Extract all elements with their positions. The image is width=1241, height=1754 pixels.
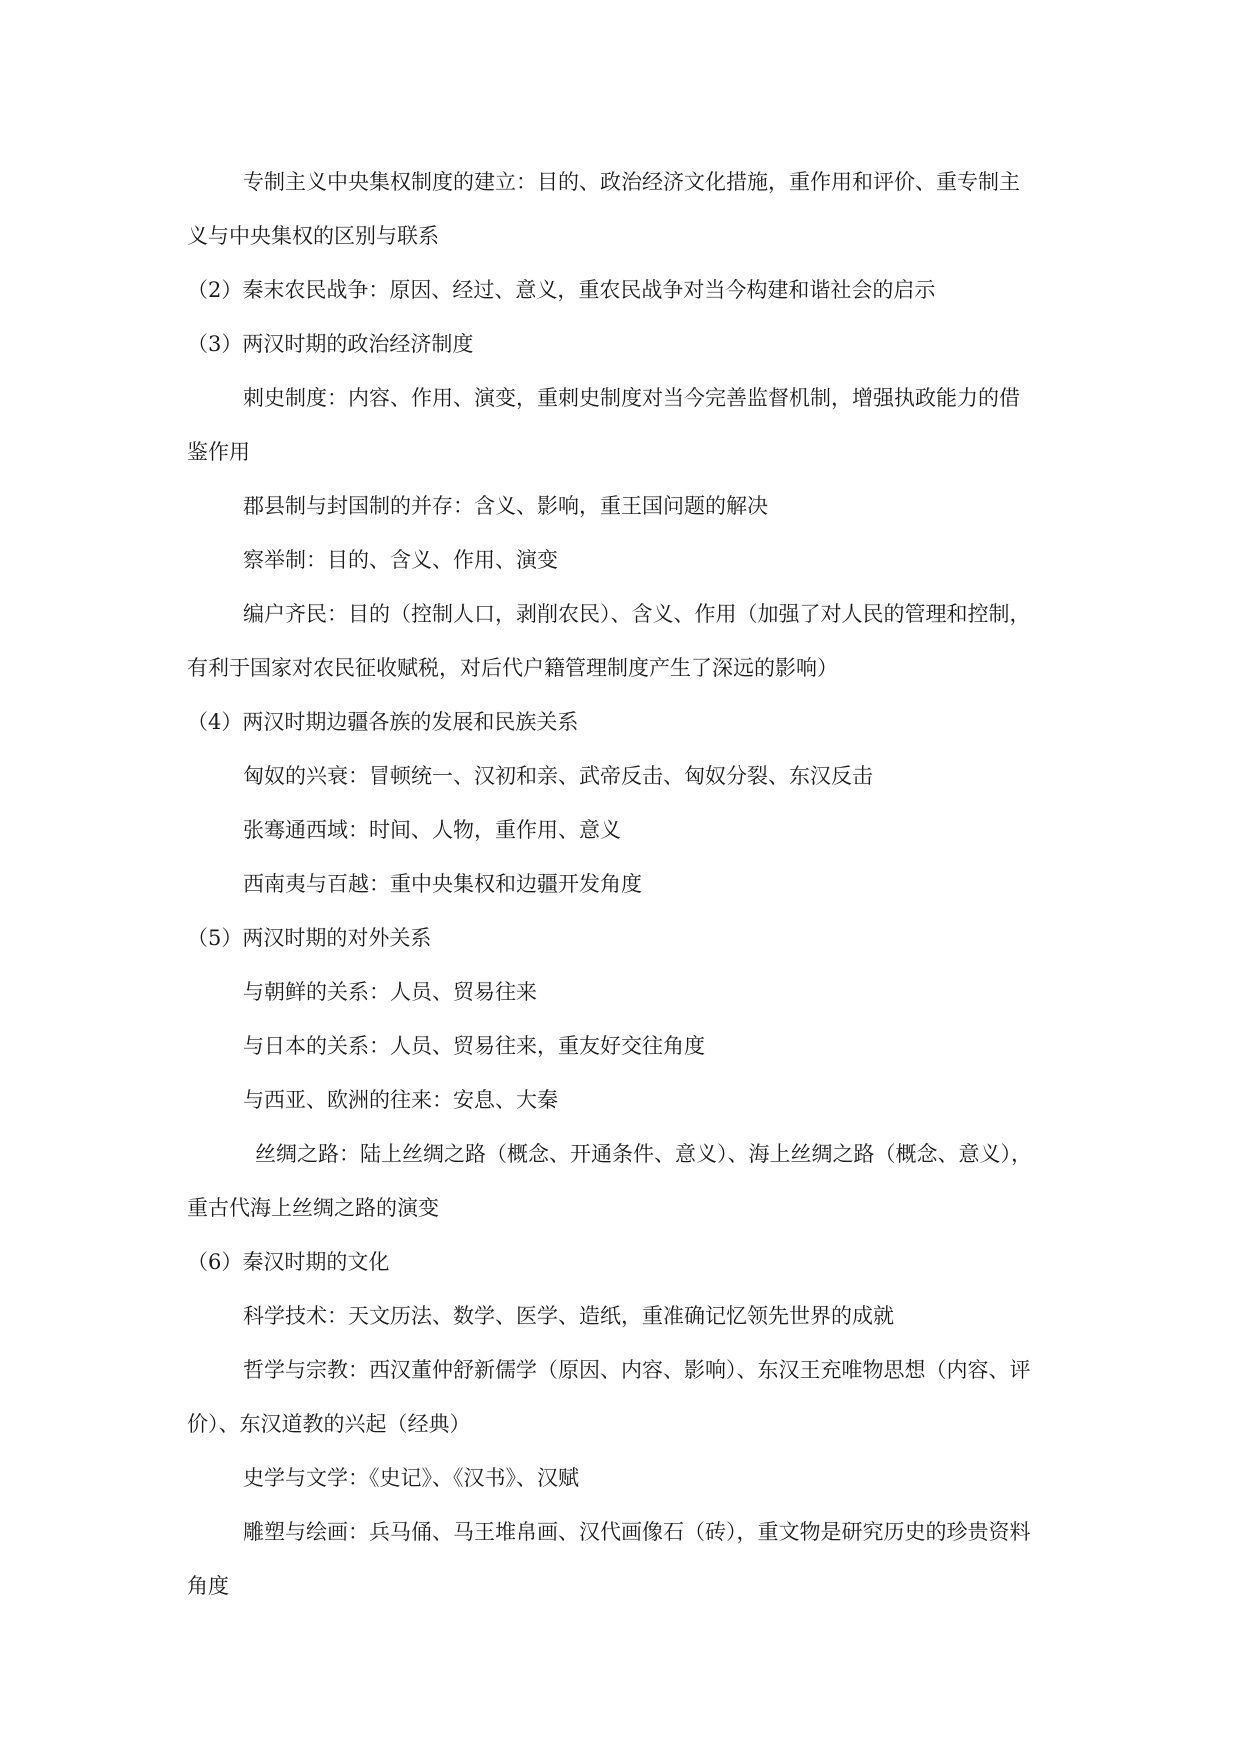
text-line: 察举制：目的、含义、作用、演变: [243, 548, 558, 572]
text-line: 张骞通西域：时间、人物，重作用、意义: [243, 818, 621, 842]
text-line: 专制主义中央集权制度的建立：目的、政治经济文化措施，重作用和评价、重专制主: [243, 170, 1020, 194]
text-line: 刺史制度：内容、作用、演变，重刺史制度对当今完善监督机制，增强执政能力的借: [243, 386, 1020, 410]
text-line: 科学技术：天文历法、数学、医学、造纸，重准确记忆领先世界的成就: [243, 1304, 894, 1328]
text-line: 史学与文学：《史记》、《汉书》、汉赋: [243, 1466, 579, 1490]
section-heading: （6）秦汉时期的文化: [187, 1250, 390, 1274]
text-line: 雕塑与绘画：兵马俑、马王堆帛画、汉代画像石（砖），重文物是研究历史的珍贵资料: [243, 1520, 1031, 1544]
text-line: 价）、东汉道教的兴起（经典）: [187, 1412, 471, 1436]
section-heading: （5）两汉时期的对外关系: [187, 926, 432, 950]
text-line: 编户齐民：目的（控制人口，剥削农民）、含义、作用（加强了对人民的管理和控制，: [243, 602, 1031, 626]
text-line: 重古代海上丝绸之路的演变: [187, 1196, 439, 1220]
section-heading: （4）两汉时期边疆各族的发展和民族关系: [187, 710, 579, 734]
text-line: 西南夷与百越：重中央集权和边疆开发角度: [243, 872, 642, 896]
text-line: 郡县制与封国制的并存：含义、影响，重王国问题的解决: [243, 494, 768, 518]
text-line: 与朝鲜的关系：人员、贸易往来: [243, 980, 537, 1004]
text-line: 匈奴的兴衰：冒顿统一、汉初和亲、武帝反击、匈奴分裂、东汉反击: [243, 764, 873, 788]
text-line: 义与中央集权的区别与联系: [187, 224, 439, 248]
text-line: 角度: [187, 1574, 229, 1598]
section-heading: （3）两汉时期的政治经济制度: [187, 332, 474, 356]
text-line: 与日本的关系：人员、贸易往来，重友好交往角度: [243, 1034, 705, 1058]
text-line: 与西亚、欧洲的往来：安息、大秦: [243, 1088, 558, 1112]
text-line: 鉴作用: [187, 440, 250, 464]
text-line: 丝绸之路：陆上丝绸之路（概念、开通条件、意义）、海上丝绸之路（概念、意义），: [255, 1142, 1032, 1166]
text-line: 有利于国家对农民征收赋税，对后代户籍管理制度产生了深远的影响）: [187, 656, 838, 680]
document-body: [187, 155, 1057, 1613]
text-line: 哲学与宗教：西汉董仲舒新儒学（原因、内容、影响）、东汉王充唯物思想（内容、评: [243, 1358, 1031, 1382]
section-heading: （2）秦末农民战争：原因、经过、意义，重农民战争对当今构建和谐社会的启示: [187, 278, 936, 302]
